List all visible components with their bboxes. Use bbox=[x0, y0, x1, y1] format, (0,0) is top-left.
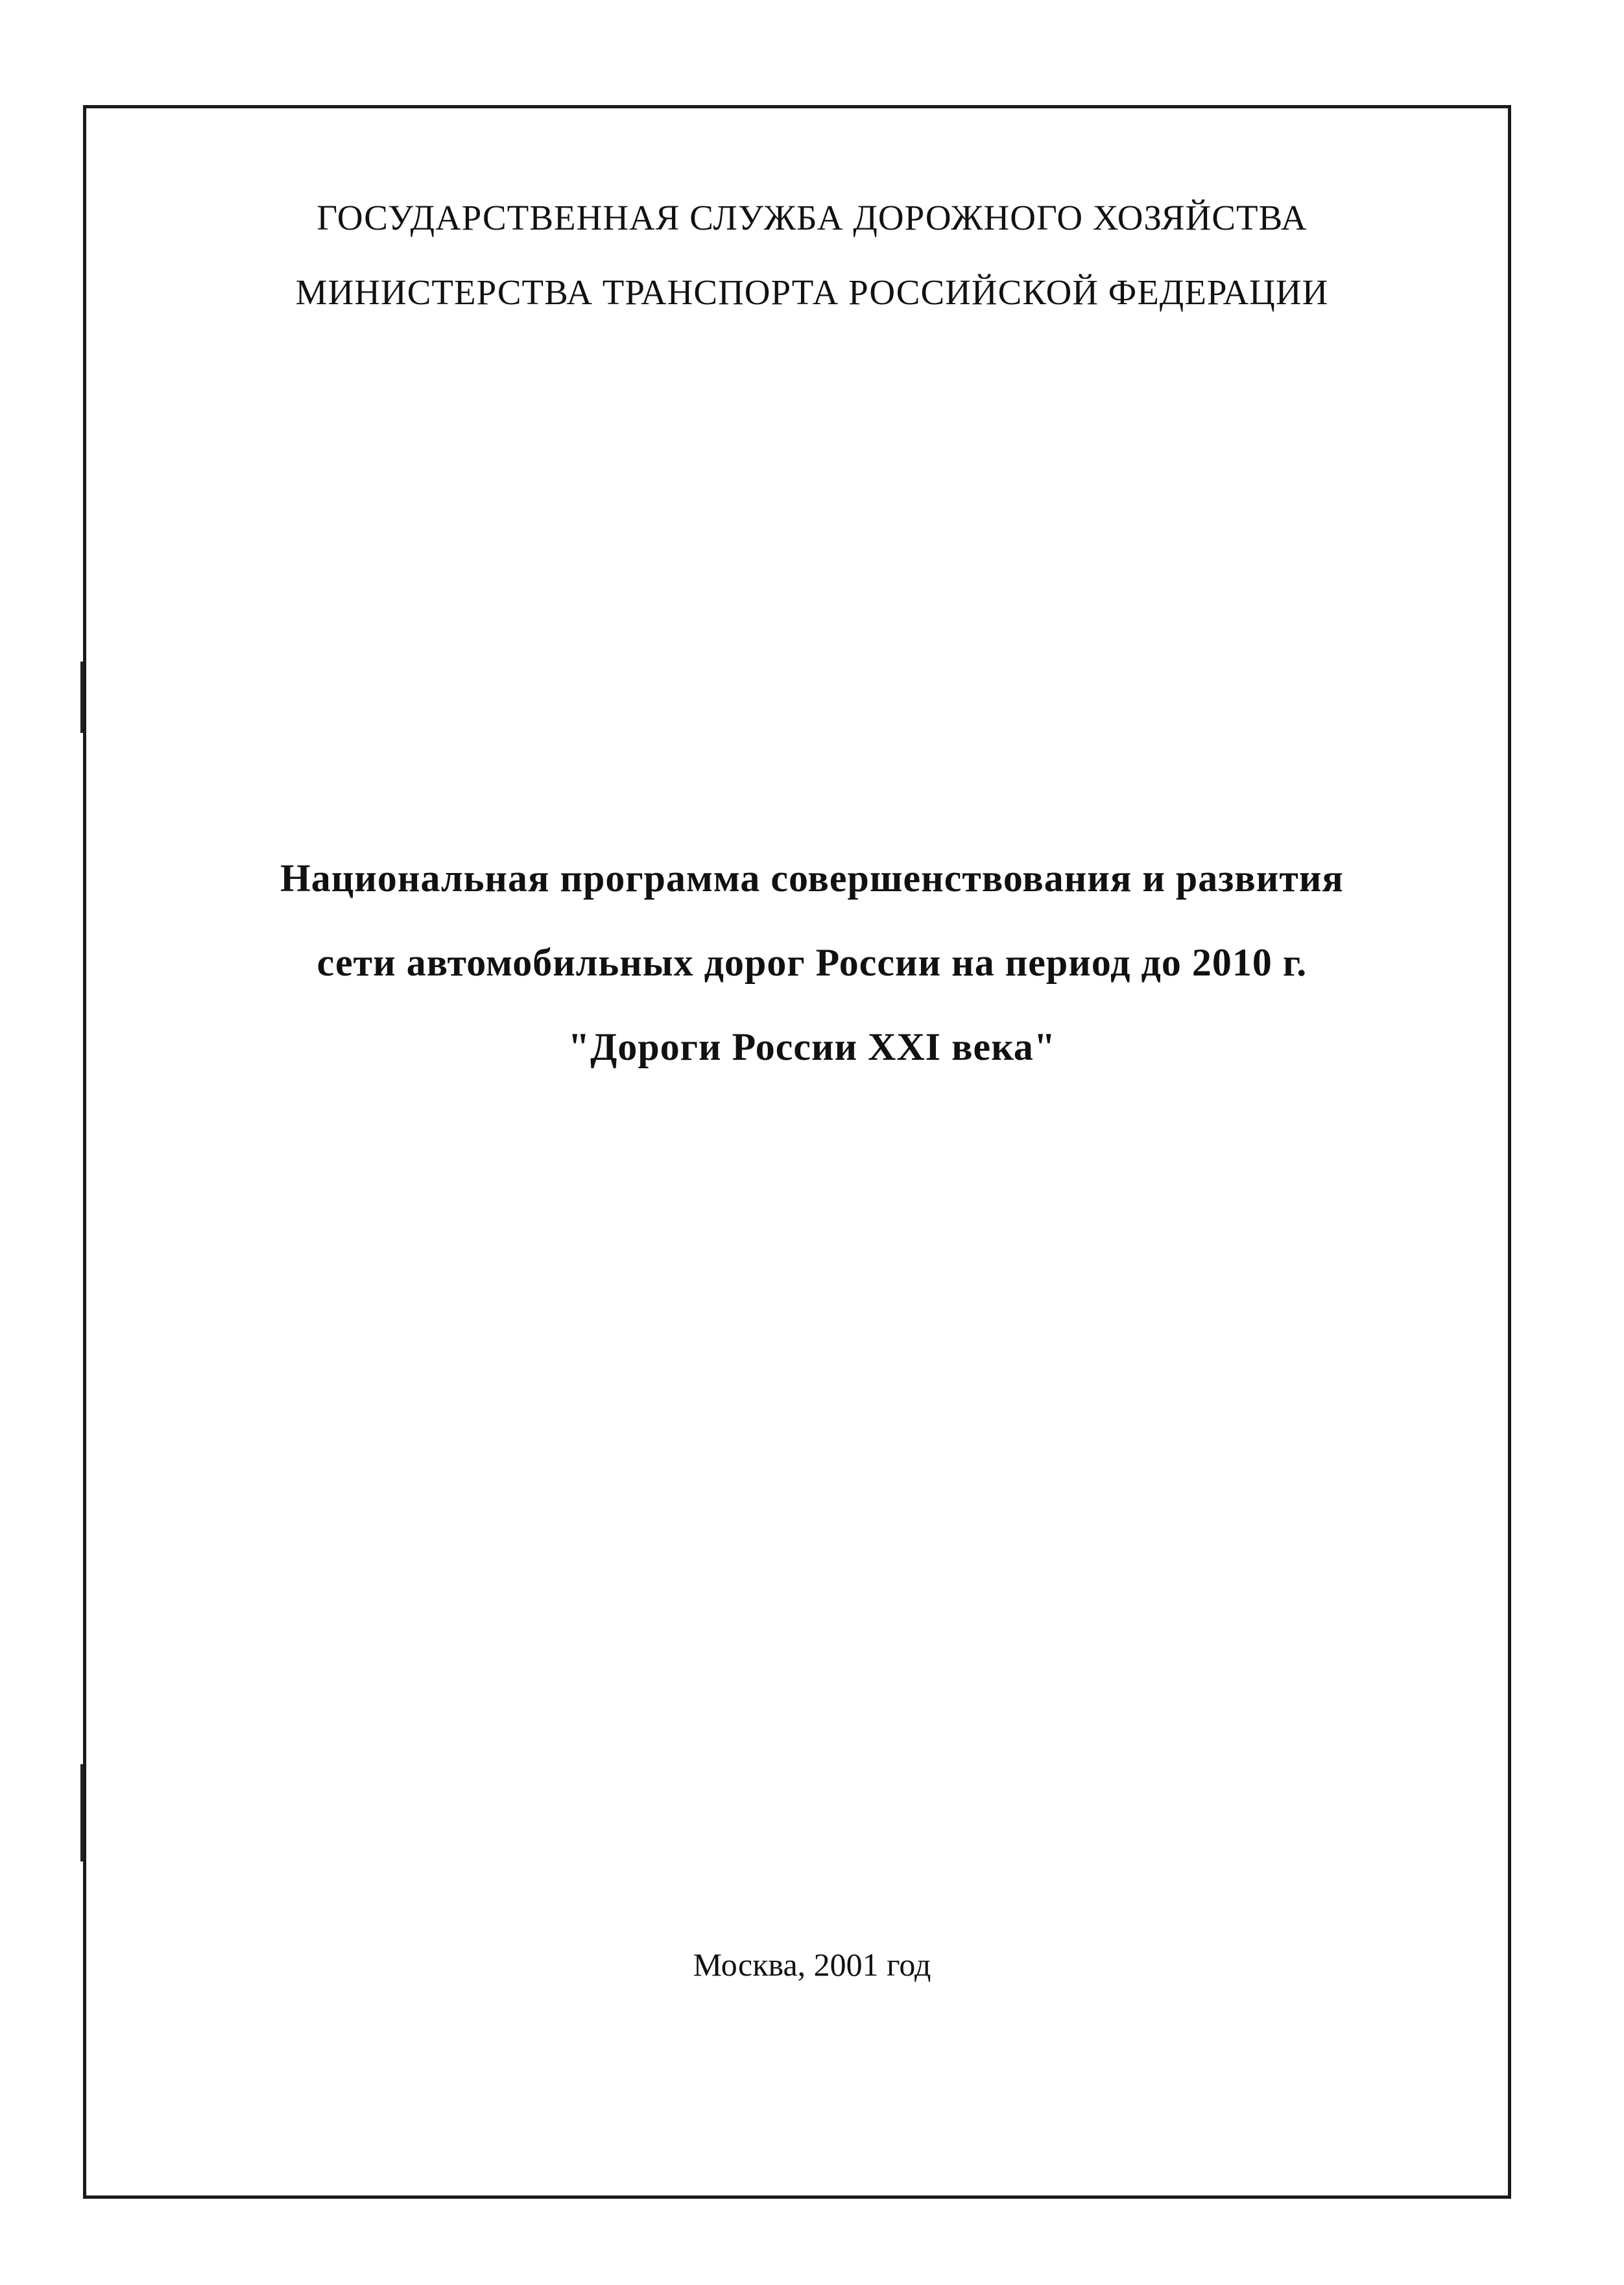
document-title-line-3: "Дороги России XXI века" bbox=[567, 1025, 1057, 1068]
page-border bbox=[83, 105, 1511, 2199]
scan-margin-mark bbox=[80, 662, 83, 733]
document-title-line-1: Национальная программа совершенствования и развития bbox=[280, 857, 1344, 900]
agency-header-line-1: ГОСУДАРСТВЕННАЯ СЛУЖБА ДОРОЖНОГО ХОЗЯЙСТВА bbox=[316, 198, 1308, 237]
place-and-year: Москва, 2001 год bbox=[693, 1946, 931, 1983]
agency-header-line-2: МИНИСТЕРСТВА ТРАНСПОРТА РОССИЙСКОЙ ФЕДЕРАЦИИ bbox=[295, 272, 1329, 312]
agency-header bbox=[0, 180, 1624, 329]
document-title-line-2: сети автомобильных дорог России на период до 2010 г. bbox=[316, 941, 1308, 984]
scan-margin-mark bbox=[80, 1764, 83, 1861]
document-title bbox=[0, 836, 1624, 1089]
